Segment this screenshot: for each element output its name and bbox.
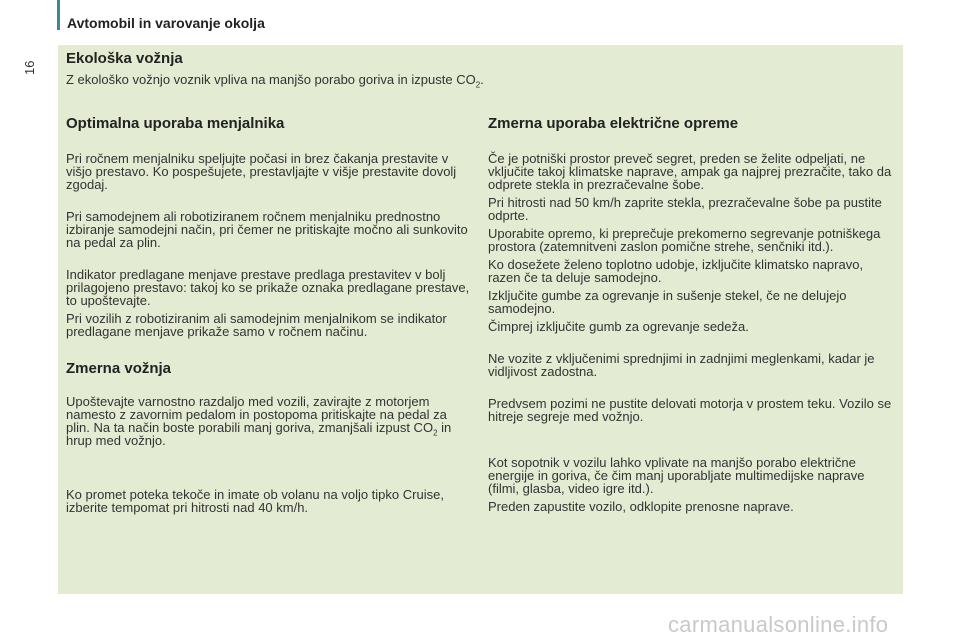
paragraph: Čimprej izključite gumb za ogrevanje sedeža. [488, 319, 749, 334]
section-title-moderate-driving: Zmerna vožnja [66, 360, 172, 377]
right-column [488, 115, 893, 513]
paragraph: Predvsem pozimi ne pustite delovati motorja v prostem teku. Vozilo se hitreje segreje med vožnjo. [488, 396, 892, 424]
paragraph: Ko dosežete želeno toplotno udobje, izključite klimatsko napravo, razen če ta deluje samodejno. [488, 257, 864, 285]
left-column [66, 115, 471, 514]
paragraph: Pri ročnem menjalniku speljujte počasi in brez čakanja prestavite v višjo prestavo. Ko pospešujete, prestavljajte v višje prestavite dovolj zgodaj. [66, 151, 457, 192]
paragraph: Pri samodejnem ali robotiziranem ročnem menjalniku prednostno izbiranje samodejni način, pri čemer ne pritiskajte močno ali sunkovito na pedal za plin. [66, 209, 468, 250]
paragraph: Uporabite opremo, ki preprečuje prekomerno segrevanje potniškega prostora (zatemnitveni zaslon pomične strehe, senčniki itd.). [488, 226, 881, 254]
intro-text: Z ekološko vožnjo voznik vpliva na manjšo porabo goriva in izpuste $CO_2$. [66, 72, 484, 90]
page-number: 16 [22, 60, 37, 75]
paragraph: Kot sopotnik v vozilu lahko vplivate na manjšo porabo električne energije in goriva, če čim manj uporabljate multimedijske naprave (filmi, glasba, video igre itd.). [488, 455, 865, 496]
paragraph: Ko promet poteka tekoče in imate ob volanu na voljo tipko Cruise, izberite tempomat pri hitrosti nad 40 km/h. [66, 487, 444, 515]
page-header-title: Avtomobil in varovanje okolja [67, 15, 265, 31]
paragraph: Preden zapustite vozilo, odklopite prenosne naprave. [488, 499, 794, 514]
paragraph: Ne vozite z vključenimi sprednjimi in zadnjimi meglenkami, kadar je vidljivost zadostna. [488, 351, 875, 379]
paragraph: Če je potniški prostor preveč segret, preden se želite odpeljati, ne vključite takoj klimatske naprave, ampak ga najprej prezračite, tako da odprete stekla in prezračevalne šobe. [488, 151, 892, 192]
section-title-gearbox: Optimalna uporaba menjalnika [66, 115, 285, 132]
paragraph: Indikator predlagane menjave prestave predlaga prestavitev v bolj prilagojeno prestavo: takoj ko se prikaže oznaka predlagane prestave, to upoštevajte. [66, 267, 470, 308]
header-accent-bar [57, 0, 60, 30]
paragraph: Izključite gumbe za ogrevanje in sušenje stekel, če ne delujejo samodejno. [488, 288, 847, 316]
section-title-electrical: Zmerna uporaba električne opreme [488, 115, 739, 132]
intro-title: Ekološka vožnja [66, 50, 183, 67]
paragraph: Pri vozilih z robotiziranim ali samodejnim menjalnikom se indikator predlagane menjave prikaže samo v ročnem načinu. [66, 311, 447, 339]
watermark: carmanualsonline.info [668, 612, 889, 637]
paragraph: Upoštevajte varnostno razdaljo med vozili, zavirajte z motorjem namesto z zavornim pedalom in postopoma pritiskajte na pedal za plin. Na ta način boste porabili manj goriva, zmanjšali izpust $CO_2$ in hrup med vožnjo. [66, 394, 452, 448]
paragraph: Pri hitrosti nad 50 km/h zaprite stekla, prezračevalne šobe pa pustite odprte. [488, 195, 882, 223]
